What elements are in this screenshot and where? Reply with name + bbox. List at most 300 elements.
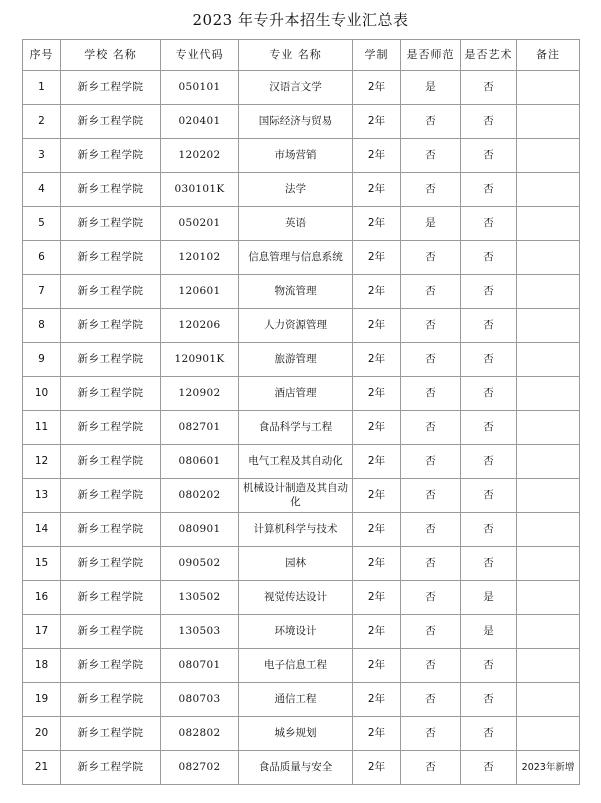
cell-system	[353, 207, 401, 241]
cell-school	[61, 751, 161, 785]
cell-major	[239, 377, 353, 411]
cell-no	[23, 547, 61, 581]
cell-school-text: 新乡工程学院	[77, 692, 144, 705]
table-row	[23, 275, 580, 309]
cell-normal-text: 否	[425, 420, 436, 433]
cell-system	[353, 479, 401, 513]
cell-normal	[401, 105, 461, 139]
cell-remark-text: 2023年新增	[521, 761, 575, 773]
cell-system-text: 2年	[367, 624, 386, 637]
cell-school	[61, 377, 161, 411]
cell-art-text: 否	[483, 488, 494, 501]
cell-system	[353, 241, 401, 275]
cell-normal	[401, 207, 461, 241]
cell-school-text: 新乡工程学院	[77, 352, 144, 365]
cell-no	[23, 615, 61, 649]
cell-school-text: 新乡工程学院	[77, 488, 144, 501]
cell-art-text: 否	[483, 318, 494, 331]
cell-school-text: 新乡工程学院	[77, 454, 144, 467]
cell-art-text: 否	[483, 454, 494, 467]
cell-normal-text: 否	[425, 114, 436, 127]
cell-art-text: 否	[483, 556, 494, 569]
cell-code	[161, 343, 239, 377]
cell-major-text: 英语	[285, 216, 306, 229]
cell-no	[23, 309, 61, 343]
cell-school	[61, 139, 161, 173]
cell-system-text: 2年	[367, 250, 386, 263]
cell-code	[161, 275, 239, 309]
cell-major-text: 国际经济与贸易	[258, 114, 333, 127]
cell-remark	[517, 71, 580, 105]
cell-system	[353, 615, 401, 649]
cell-system-text: 2年	[367, 556, 386, 569]
table-row	[23, 547, 580, 581]
cell-code-text: 090502	[178, 556, 221, 569]
cell-no	[23, 479, 61, 513]
table-row	[23, 241, 580, 275]
cell-code-text: 082701	[178, 420, 221, 433]
cell-normal-text: 否	[425, 318, 436, 331]
cell-remark	[517, 105, 580, 139]
cell-code	[161, 139, 239, 173]
cell-system-text: 2年	[367, 114, 386, 127]
cell-major	[239, 411, 353, 445]
cell-school	[61, 683, 161, 717]
cell-art	[461, 105, 517, 139]
cell-system	[353, 717, 401, 751]
cell-no-text: 18	[34, 658, 49, 671]
cell-normal-text: 否	[425, 488, 436, 501]
cell-code	[161, 683, 239, 717]
cell-no-text: 21	[34, 760, 49, 773]
table-header	[23, 40, 580, 71]
cell-art-text: 否	[483, 420, 494, 433]
cell-no	[23, 581, 61, 615]
cell-code-text: 030101K	[174, 182, 225, 195]
cell-major	[239, 649, 353, 683]
cell-normal	[401, 411, 461, 445]
cell-art	[461, 479, 517, 513]
cell-no	[23, 445, 61, 479]
cell-system-text: 2年	[367, 454, 386, 467]
cell-normal	[401, 445, 461, 479]
cell-system	[353, 71, 401, 105]
cell-normal	[401, 71, 461, 105]
cell-code-text: 080202	[178, 488, 221, 501]
cell-art	[461, 377, 517, 411]
cell-no-text: 3	[38, 148, 45, 161]
cell-art-text: 否	[483, 658, 494, 671]
cell-school	[61, 717, 161, 751]
cell-code-text: 120206	[178, 318, 221, 331]
cell-system	[353, 751, 401, 785]
cell-remark	[517, 547, 580, 581]
cell-system	[353, 377, 401, 411]
cell-major-text: 电气工程及其自动化	[248, 454, 343, 467]
cell-no	[23, 377, 61, 411]
cell-code-text: 080901	[178, 522, 221, 535]
cell-school	[61, 547, 161, 581]
cell-art	[461, 309, 517, 343]
cell-normal	[401, 513, 461, 547]
cell-art	[461, 683, 517, 717]
cell-system-text: 2年	[367, 148, 386, 161]
cell-code	[161, 207, 239, 241]
cell-school	[61, 479, 161, 513]
cell-art	[461, 207, 517, 241]
cell-no	[23, 717, 61, 751]
cell-system	[353, 309, 401, 343]
cell-major-text: 通信工程	[274, 692, 317, 705]
cell-code	[161, 649, 239, 683]
cell-no	[23, 683, 61, 717]
cell-remark	[517, 717, 580, 751]
table-row	[23, 105, 580, 139]
cell-art-text: 否	[483, 148, 494, 161]
cell-school	[61, 241, 161, 275]
cell-code-text: 020401	[178, 114, 221, 127]
cell-major	[239, 207, 353, 241]
cell-school-text: 新乡工程学院	[77, 726, 144, 739]
cell-code	[161, 479, 239, 513]
cell-major	[239, 309, 353, 343]
cell-no	[23, 241, 61, 275]
cell-no	[23, 513, 61, 547]
cell-major-text: 酒店管理	[274, 386, 317, 399]
cell-major	[239, 71, 353, 105]
cell-remark	[517, 173, 580, 207]
cell-no-text: 2	[38, 114, 45, 127]
cell-code	[161, 411, 239, 445]
cell-remark	[517, 513, 580, 547]
cell-remark	[517, 615, 580, 649]
cell-system-text: 2年	[367, 420, 386, 433]
cell-normal	[401, 377, 461, 411]
page-title: 2023 年专升本招生专业汇总表	[192, 11, 409, 29]
cell-system	[353, 445, 401, 479]
cell-art	[461, 411, 517, 445]
cell-art	[461, 275, 517, 309]
cell-code	[161, 717, 239, 751]
table-row	[23, 207, 580, 241]
cell-code	[161, 547, 239, 581]
cell-major-text: 环境设计	[274, 624, 317, 637]
cell-system-text: 2年	[367, 726, 386, 739]
cell-art-text: 否	[483, 726, 494, 739]
cell-no	[23, 105, 61, 139]
cell-code-text: 120102	[178, 250, 221, 263]
cell-remark	[517, 581, 580, 615]
cell-normal-text: 否	[425, 726, 436, 739]
cell-no-text: 5	[38, 216, 45, 229]
cell-school-text: 新乡工程学院	[77, 556, 144, 569]
cell-system	[353, 275, 401, 309]
cell-major-text: 城乡规划	[274, 726, 317, 739]
cell-normal-text: 否	[425, 624, 436, 637]
cell-remark	[517, 309, 580, 343]
cell-no-text: 12	[34, 454, 49, 467]
cell-school-text: 新乡工程学院	[77, 624, 144, 637]
cell-normal-text: 否	[425, 556, 436, 569]
cell-school	[61, 445, 161, 479]
cell-major	[239, 751, 353, 785]
table-row	[23, 343, 580, 377]
cell-normal	[401, 649, 461, 683]
cell-normal	[401, 683, 461, 717]
cell-code-text: 120601	[178, 284, 221, 297]
cell-normal	[401, 751, 461, 785]
cell-art-text: 否	[483, 80, 494, 93]
cell-code	[161, 173, 239, 207]
cell-major-text: 法学	[285, 182, 306, 195]
cell-system-text: 2年	[367, 284, 386, 297]
table-row	[23, 717, 580, 751]
cell-major-text: 人力资源管理	[264, 318, 327, 331]
column-header-normal: 是否师范	[401, 40, 461, 71]
column-header-art: 是否艺术	[461, 40, 517, 71]
cell-no	[23, 411, 61, 445]
cell-art-text: 否	[483, 114, 494, 127]
cell-art-text: 是	[483, 624, 494, 637]
table-row	[23, 377, 580, 411]
table-row	[23, 649, 580, 683]
cell-school	[61, 309, 161, 343]
cell-school	[61, 581, 161, 615]
cell-art-text: 否	[483, 216, 494, 229]
cell-art-text: 否	[483, 692, 494, 705]
cell-school-text: 新乡工程学院	[77, 760, 144, 773]
cell-school-text: 新乡工程学院	[77, 80, 144, 93]
cell-code-text: 050201	[178, 216, 221, 229]
cell-normal-text: 否	[425, 386, 436, 399]
cell-major-text: 视觉传达设计	[264, 590, 327, 603]
table-row	[23, 445, 580, 479]
cell-code	[161, 513, 239, 547]
table-row	[23, 71, 580, 105]
cell-school-text: 新乡工程学院	[77, 420, 144, 433]
cell-no	[23, 649, 61, 683]
cell-major-text: 电子信息工程	[264, 658, 327, 671]
cell-no-text: 6	[38, 250, 45, 263]
cell-major-text: 机械设计制造及其自动化	[243, 482, 348, 508]
cell-system-text: 2年	[367, 80, 386, 93]
cell-major-text: 信息管理与信息系统	[248, 250, 343, 263]
cell-remark	[517, 751, 580, 785]
cell-system-text: 2年	[367, 182, 386, 195]
cell-system-text: 2年	[367, 692, 386, 705]
column-header-code: 专业代码	[161, 40, 239, 71]
cell-no	[23, 275, 61, 309]
cell-normal-text: 是	[425, 80, 436, 93]
cell-normal	[401, 309, 461, 343]
cell-major	[239, 241, 353, 275]
cell-system	[353, 649, 401, 683]
cell-normal	[401, 615, 461, 649]
cell-system-text: 2年	[367, 352, 386, 365]
cell-code-text: 050101	[178, 80, 221, 93]
cell-school-text: 新乡工程学院	[77, 250, 144, 263]
cell-remark	[517, 241, 580, 275]
cell-major-text: 物流管理	[274, 284, 317, 297]
cell-normal	[401, 275, 461, 309]
cell-art	[461, 547, 517, 581]
cell-art	[461, 751, 517, 785]
cell-art	[461, 71, 517, 105]
cell-system-text: 2年	[367, 216, 386, 229]
cell-system	[353, 105, 401, 139]
column-header-major: 专业 名称	[239, 40, 353, 71]
cell-major-text: 计算机科学与技术	[253, 522, 338, 535]
cell-school	[61, 343, 161, 377]
cell-school	[61, 71, 161, 105]
cell-code	[161, 377, 239, 411]
cell-major	[239, 615, 353, 649]
table-row	[23, 411, 580, 445]
cell-art-text: 否	[483, 250, 494, 263]
cell-system	[353, 581, 401, 615]
cell-normal-text: 否	[425, 590, 436, 603]
cell-code-text: 130502	[178, 590, 221, 603]
cell-code-text: 082802	[178, 726, 221, 739]
cell-art	[461, 649, 517, 683]
cell-school	[61, 207, 161, 241]
cell-art	[461, 445, 517, 479]
cell-system	[353, 683, 401, 717]
cell-art-text: 否	[483, 386, 494, 399]
table-row	[23, 479, 580, 513]
table-row	[23, 683, 580, 717]
cell-no-text: 11	[34, 420, 49, 433]
cell-no-text: 13	[34, 488, 49, 501]
cell-no-text: 9	[38, 352, 45, 365]
cell-normal-text: 否	[425, 692, 436, 705]
cell-major	[239, 343, 353, 377]
cell-no-text: 1	[38, 80, 45, 93]
table-row	[23, 173, 580, 207]
cell-no	[23, 207, 61, 241]
cell-code-text: 080703	[178, 692, 221, 705]
cell-major	[239, 479, 353, 513]
cell-normal-text: 否	[425, 284, 436, 297]
cell-normal-text: 否	[425, 182, 436, 195]
cell-art-text: 否	[483, 760, 494, 773]
cell-normal	[401, 343, 461, 377]
cell-code-text: 120202	[178, 148, 221, 161]
cell-major	[239, 173, 353, 207]
cell-major	[239, 683, 353, 717]
table-row	[23, 615, 580, 649]
cell-code-text: 130503	[178, 624, 221, 637]
cell-art	[461, 513, 517, 547]
cell-remark	[517, 377, 580, 411]
cell-art	[461, 173, 517, 207]
cell-major	[239, 139, 353, 173]
cell-remark	[517, 275, 580, 309]
cell-no-text: 19	[34, 692, 49, 705]
cell-no-text: 17	[34, 624, 49, 637]
cell-school	[61, 649, 161, 683]
cell-no-text: 10	[34, 386, 49, 399]
majors-table	[22, 39, 580, 785]
cell-system	[353, 513, 401, 547]
cell-system	[353, 411, 401, 445]
cell-normal-text: 否	[425, 352, 436, 365]
cell-normal	[401, 717, 461, 751]
cell-code-text: 120902	[178, 386, 221, 399]
table-container	[0, 39, 601, 785]
cell-art-text: 否	[483, 284, 494, 297]
cell-normal	[401, 547, 461, 581]
cell-school-text: 新乡工程学院	[77, 216, 144, 229]
cell-normal	[401, 241, 461, 275]
column-header-school: 学校 名称	[61, 40, 161, 71]
cell-system-text: 2年	[367, 488, 386, 501]
cell-art	[461, 139, 517, 173]
cell-code	[161, 105, 239, 139]
cell-school	[61, 275, 161, 309]
cell-school-text: 新乡工程学院	[77, 284, 144, 297]
cell-no	[23, 71, 61, 105]
cell-remark	[517, 683, 580, 717]
cell-normal	[401, 139, 461, 173]
cell-code	[161, 71, 239, 105]
cell-system-text: 2年	[367, 522, 386, 535]
cell-school-text: 新乡工程学院	[77, 182, 144, 195]
table-row	[23, 751, 580, 785]
cell-major-text: 汉语言文学	[269, 80, 322, 93]
cell-major	[239, 105, 353, 139]
cell-art	[461, 615, 517, 649]
cell-art	[461, 717, 517, 751]
cell-art-text: 否	[483, 522, 494, 535]
cell-major-text: 园林	[285, 556, 306, 569]
cell-normal-text: 是	[425, 216, 436, 229]
cell-art	[461, 343, 517, 377]
cell-school	[61, 173, 161, 207]
cell-normal	[401, 479, 461, 513]
cell-remark	[517, 445, 580, 479]
cell-major	[239, 445, 353, 479]
cell-major-text: 旅游管理	[274, 352, 317, 365]
cell-major	[239, 581, 353, 615]
cell-major	[239, 275, 353, 309]
cell-school	[61, 513, 161, 547]
cell-system-text: 2年	[367, 318, 386, 331]
cell-code	[161, 241, 239, 275]
cell-normal-text: 否	[425, 148, 436, 161]
cell-school-text: 新乡工程学院	[77, 148, 144, 161]
table-header-row	[23, 40, 580, 71]
cell-normal	[401, 581, 461, 615]
cell-normal-text: 否	[425, 454, 436, 467]
cell-system-text: 2年	[367, 590, 386, 603]
cell-school-text: 新乡工程学院	[77, 386, 144, 399]
cell-major-text: 食品科学与工程	[258, 420, 333, 433]
cell-school-text: 新乡工程学院	[77, 318, 144, 331]
cell-major	[239, 717, 353, 751]
cell-no-text: 7	[38, 284, 45, 297]
cell-remark	[517, 139, 580, 173]
cell-code-text: 080601	[178, 454, 221, 467]
cell-code	[161, 751, 239, 785]
cell-normal-text: 否	[425, 658, 436, 671]
cell-code	[161, 581, 239, 615]
cell-system	[353, 343, 401, 377]
cell-normal-text: 否	[425, 522, 436, 535]
cell-major-text: 食品质量与安全	[258, 760, 333, 773]
cell-system-text: 2年	[367, 760, 386, 773]
cell-normal	[401, 173, 461, 207]
